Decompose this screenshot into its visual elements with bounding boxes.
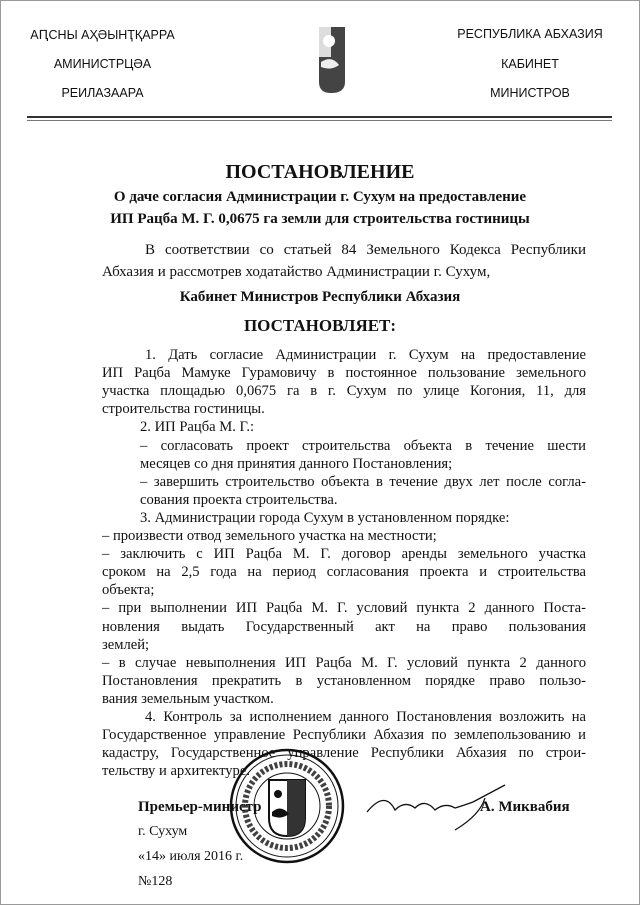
body-line: участка площадью 0,0675 га в г. Сухум по улице Когония, 11, для [102,383,586,400]
body-line: строительства гостиницы. [102,401,265,418]
body-line: 4. Контроль за исполнением данного Постановления возложить на [145,709,586,725]
body-line: вания земельным участком. [102,690,274,707]
body-line: месяцев со дня принятия данного Постановления; [140,455,453,472]
body-line: – при выполнении ИП Рацба М. Г. условий пункта 2 данного Поста- [102,600,586,617]
header-right-line-1: РЕСПУБЛИКА АБХАЗИЯ [457,27,603,41]
body-line: – согласовать проект строительства объекта в течение шести [140,437,586,454]
preamble-line-1: В соответствии со статьей 84 Земельного Кодекса Республики [145,242,586,258]
body-line: сроком на 2,5 года на период согласования проекта и строительства [102,564,586,581]
header-divider-thin [27,120,612,121]
document-title: ПОСТАНОВЛЕНИЕ [225,161,415,183]
coat-of-arms-icon [317,27,347,93]
body-line: ИП Рацба Мамуке Гурамовичу в постоянное пользование земельного [102,365,586,382]
body-line: – завершить строительство объекта в течение двух лет после согла- [140,473,586,490]
body-line: землей; [102,636,150,653]
body-line: – заключить с ИП Рацба М. Г. договор аренды земельного участка [102,546,586,563]
body-line: новления выдать Государственный акт на право пользования [102,618,586,635]
body-line: кадастру, Государственное управление Республики Абхазия по строи- [102,745,586,762]
footer-city: г. Сухум [138,824,188,839]
subtitle-line-1: О даче согласия Администрации г. Сухум на предоставление [113,189,527,205]
subtitle-line-2: ИП Рацба М. Г. 0,0675 га земли для строительства гостиницы [110,211,530,227]
signature-position: Премьер-министр [138,799,262,815]
preamble-line-2: Абхазия и рассмотрев ходатайство Администрации г. Сухум, [102,264,491,280]
header-right-line-2: КАБИНЕТ [501,57,559,71]
body-line: 1. Дать согласие Администрации г. Сухум на предоставление [145,347,586,363]
issuer: Кабинет Министров Республики Абхазия [179,289,461,305]
body-line: 2. ИП Рацба М. Г.: [140,419,255,436]
signature-icon [365,780,515,835]
header-divider [27,116,612,118]
header-left-line-1: АԤСНЫ АҲӘЫНҬҚАРРА [30,28,175,42]
body-line: – в случае невыполнения ИП Рацба М. Г. условий пункта 2 данного [102,654,586,671]
footer-number: №128 [138,874,173,889]
resolves-heading: ПОСТАНОВЛЯЕТ: [243,316,397,335]
body-line: сования проекта строительства. [140,491,338,508]
header-right-line-3: МИНИСТРОВ [490,86,570,100]
footer-date: «14» июля 2016 г. [138,849,244,864]
header-left-line-2: АМИНИСТРЦӘА [53,57,152,71]
signature-name: А. Миквабия [480,799,570,815]
official-stamp-icon [229,748,345,864]
body-line: Постановления прекратить в установленном порядке право пользо- [102,672,586,689]
body-line: Государственное управление Республики Абхазия по землепользованию и [102,727,586,744]
body-line: 3. Администрации города Сухум в установленном порядке: [140,509,510,526]
body-line: объекта; [102,582,155,599]
body-line: – произвести отвод земельного участка на местности; [102,528,437,544]
body-line: тельству и архитектуре. [102,763,250,780]
header-left-line-3: РЕИЛАЗААРА [61,86,144,100]
